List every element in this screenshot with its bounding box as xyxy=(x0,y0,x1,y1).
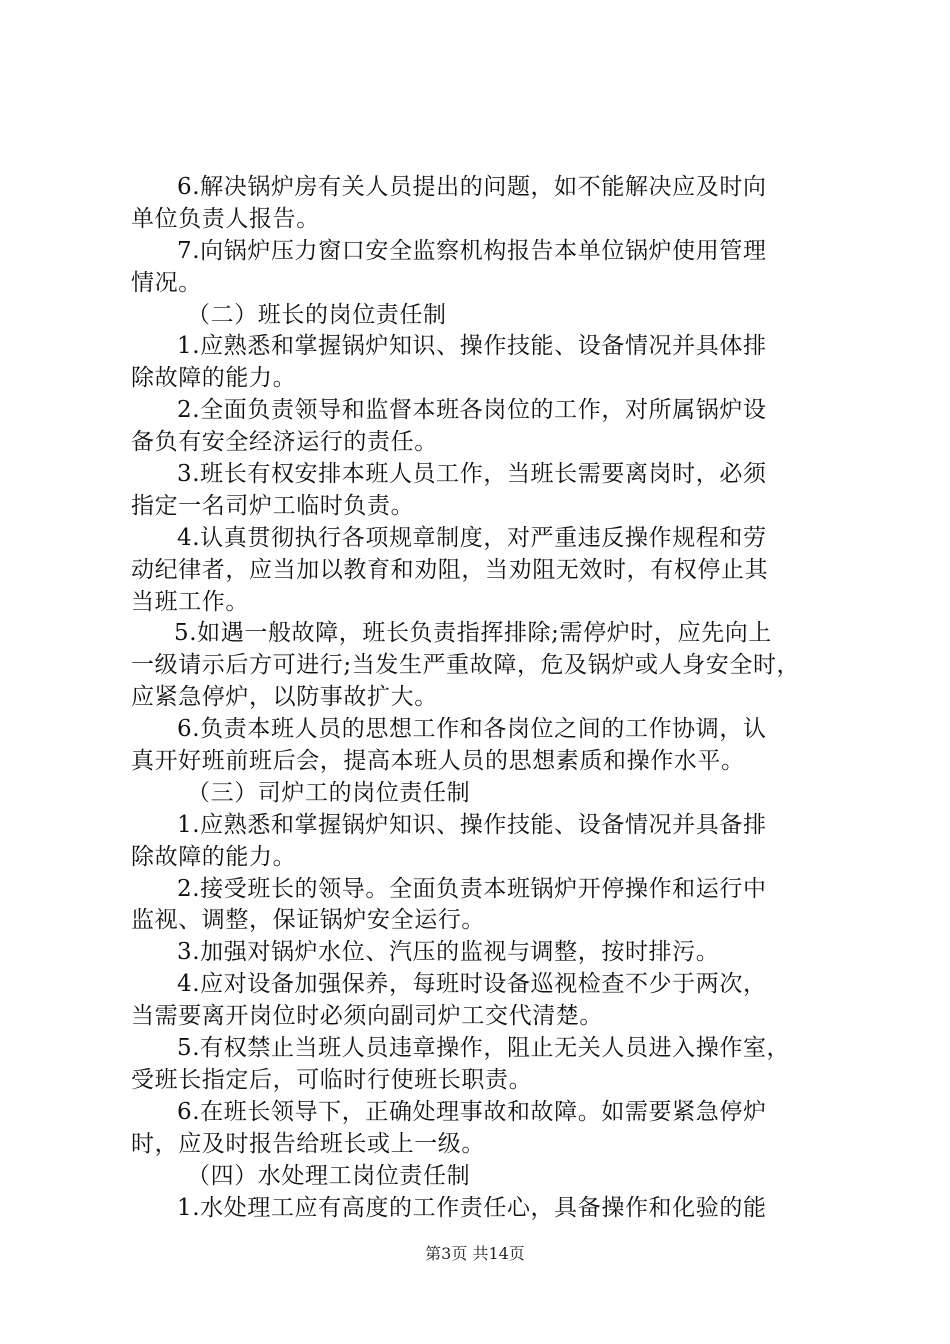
paragraph-line: 应紧急停炉，以防事故扩大。 xyxy=(131,684,438,711)
paragraph-line: 监视、调整，保证锅炉安全运行。 xyxy=(131,907,485,934)
paragraph-line: 真开好班前班后会，提高本班人员的思想素质和操作水平。 xyxy=(131,748,745,775)
section-heading: （四）水处理工岗位责任制 xyxy=(187,1162,471,1189)
paragraph-line: 1.水处理工应有高度的工作责任心，具备操作和化验的能 xyxy=(177,1194,767,1221)
paragraph-line: 备负有安全经济运行的责任。 xyxy=(131,429,438,456)
paragraph-line: 6.解决锅炉房有关人员提出的问题，如不能解决应及时向 xyxy=(177,174,767,200)
paragraph-line: 时，应及时报告给班长或上一级。 xyxy=(131,1130,485,1157)
paragraph-line: 3.班长有权安排本班人员工作，当班长需要离岗时，必须 xyxy=(177,461,767,488)
paragraph-line: 受班长指定后，可临时行使班长职责。 xyxy=(131,1066,533,1093)
paragraph-line: 当需要离开岗位时必须向副司炉工交代清楚。 xyxy=(131,1003,603,1030)
paragraph-line: 一级请示后方可进行;当发生严重故障，危及锅炉或人身安全时， xyxy=(131,652,801,679)
paragraph-line: 6.负责本班人员的思想工作和各岗位之间的工作协调，认 xyxy=(177,716,767,743)
paragraph-line: 指定一名司炉工临时负责。 xyxy=(131,492,415,519)
paragraph-line: 4.认真贯彻执行各项规章制度，对严重违反操作规程和劳 xyxy=(177,524,767,551)
paragraph-line: 5.如遇一般故障，班长负责指挥排除;需停炉时，应先向上 xyxy=(174,620,772,647)
section-heading: （三）司炉工的岗位责任制 xyxy=(187,779,471,806)
paragraph-line: 除故障的能力。 xyxy=(131,843,297,870)
page-footer: 第3页 共14页 xyxy=(425,1244,525,1263)
paragraph-line: 1.应熟悉和掌握锅炉知识、操作技能、设备情况并具备排 xyxy=(177,811,767,838)
section-heading: （二）班长的岗位责任制 xyxy=(187,301,447,328)
paragraph-line: 2.接受班长的领导。全面负责本班锅炉开停操作和运行中 xyxy=(177,875,767,902)
paragraph-line: 6.在班长领导下，正确处理事故和故障。如需要紧急停炉 xyxy=(177,1098,767,1125)
paragraph-line: 除故障的能力。 xyxy=(131,365,297,392)
document-body xyxy=(131,172,831,1224)
paragraph-line: 3.加强对锅炉水位、汽压的监视与调整，按时排污。 xyxy=(177,939,720,966)
paragraph-line: 5.有权禁止当班人员违章操作，阻止无关人员进入操作室， xyxy=(177,1035,791,1062)
paragraph-line: 2.全面负责领导和监督本班各岗位的工作，对所属锅炉设 xyxy=(177,397,767,424)
paragraph-line: 动纪律者，应当加以教育和劝阻，当劝阻无效时，有权停止其 xyxy=(131,556,769,583)
paragraph-line: 7.向锅炉压力窗口安全监察机构报告本单位锅炉使用管理 xyxy=(177,237,767,264)
paragraph-line: 当班工作。 xyxy=(131,588,249,615)
paragraph-line: 4.应对设备加强保养，每班时设备巡视检查不少于两次， xyxy=(177,971,767,998)
paragraph-line: 1.应熟悉和掌握锅炉知识、操作技能、设备情况并具体排 xyxy=(177,333,767,360)
paragraph-line: 单位负责人报告。 xyxy=(131,205,320,232)
paragraph-line: 情况。 xyxy=(131,269,202,296)
